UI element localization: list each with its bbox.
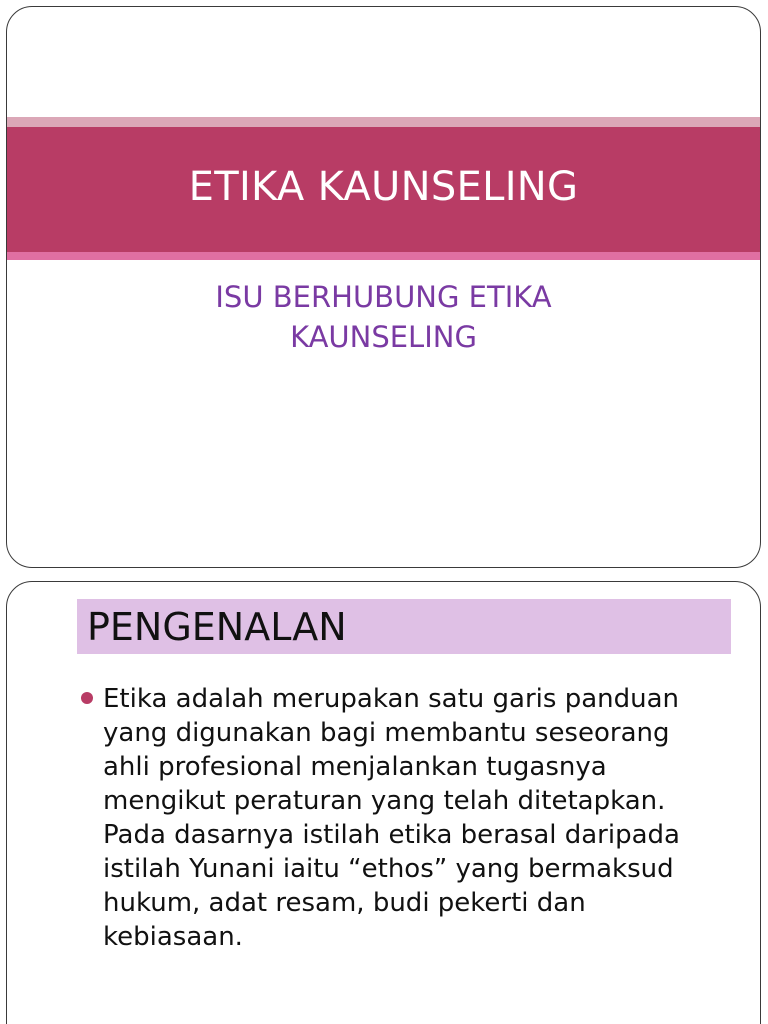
bullet-icon — [81, 692, 93, 704]
section-heading-box — [77, 599, 731, 654]
bullet-paragraph — [103, 682, 751, 954]
bullet-line: Pada dasarnya istilah etika berasal daripada — [103, 820, 680, 850]
title-slide — [6, 6, 761, 568]
slide-subtitle — [7, 277, 760, 357]
bullet-line: Etika adalah merupakan satu garis panduan — [103, 684, 679, 714]
decorative-stripe-top — [7, 117, 760, 127]
bullet-line: istilah Yunani iaitu “ethos” yang bermaksud — [103, 854, 674, 884]
section-heading: PENGENALAN — [87, 604, 347, 649]
subtitle-line: ISU BERHUBUNG ETIKA — [215, 280, 552, 314]
decorative-stripe-bottom — [7, 252, 760, 260]
subtitle-line: KAUNSELING — [290, 320, 477, 354]
bullet-line: hukum, adat resam, budi pekerti dan — [103, 888, 586, 918]
content-slide — [6, 581, 761, 1024]
bullet-line: kebiasaan. — [103, 922, 243, 952]
slide-title: ETIKA KAUNSELING — [188, 163, 579, 210]
bullet-line: yang digunakan bagi membantu seseorang — [103, 718, 670, 748]
bullet-line: ahli profesional menjalankan tugasnya — [103, 752, 607, 782]
bullet-list — [81, 682, 751, 954]
title-band — [7, 127, 760, 252]
bullet-line: mengikut peraturan yang telah ditetapkan. — [103, 786, 666, 816]
